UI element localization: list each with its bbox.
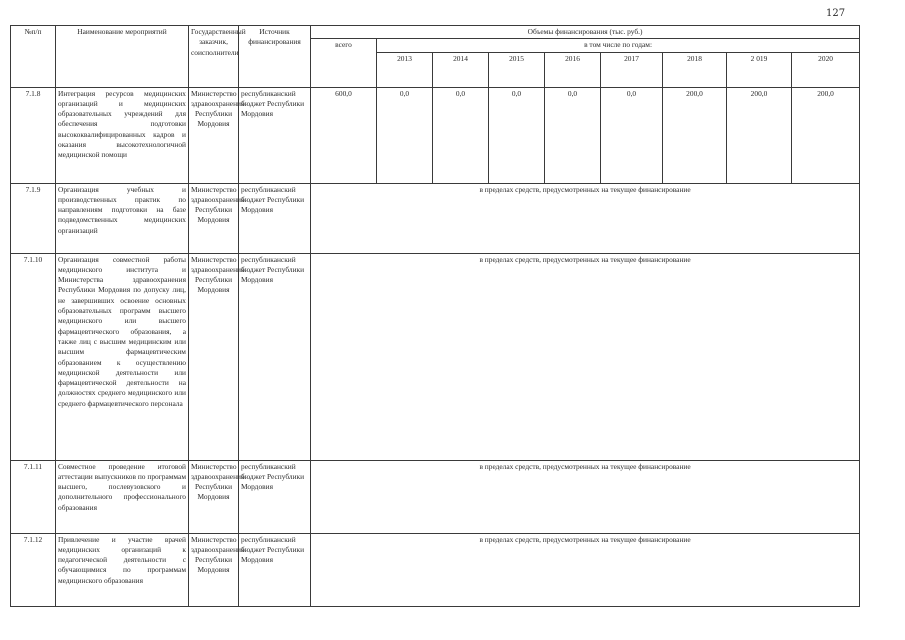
row-source: республиканский бюджет Республики Мордовия — [239, 460, 311, 533]
row-number: 7.1.10 — [11, 253, 56, 460]
header-year: 2013 — [377, 52, 433, 87]
row-name: Совместное проведение итоговой аттестации выпускников по программам высшего, послевузовского и дополнительного профессионального образования — [56, 460, 189, 533]
row-value: 200,0 — [792, 87, 860, 183]
financing-table — [10, 25, 860, 607]
row-note: в пределах средств, предусмотренных на текущее финансирование — [311, 253, 860, 460]
header-num: №п/п — [11, 26, 56, 88]
page-number: 127 — [826, 8, 846, 19]
table-row — [11, 253, 860, 460]
header-year: 2 019 — [727, 52, 792, 87]
header-year: 2016 — [545, 52, 601, 87]
header-year: 2018 — [663, 52, 727, 87]
header-source: Источник финансирования — [239, 26, 311, 88]
table-row — [11, 460, 860, 533]
row-number: 7.1.12 — [11, 533, 56, 606]
header-year: 2017 — [601, 52, 663, 87]
row-value: 200,0 — [663, 87, 727, 183]
row-note: в пределах средств, предусмотренных на текущее финансирование — [311, 183, 860, 253]
row-number: 7.1.11 — [11, 460, 56, 533]
header-year: 2015 — [489, 52, 545, 87]
header-name: Наименование мероприятий — [56, 26, 189, 88]
row-name: Организация учебных и производственных практик по направлениям подготовки на базе подведомственных медицинских организаций — [56, 183, 189, 253]
row-source: республиканский бюджет Республики Мордовия — [239, 253, 311, 460]
header-year: 2014 — [433, 52, 489, 87]
row-number: 7.1.8 — [11, 87, 56, 183]
row-number: 7.1.9 — [11, 183, 56, 253]
row-note: в пределах средств, предусмотренных на текущее финансирование — [311, 533, 860, 606]
row-customer: Министерство здравоохранения Республики Мордовия — [189, 87, 239, 183]
header-year: 2020 — [792, 52, 860, 87]
row-name: Привлечение и участие врачей медицинских организаций к педагогической деятельности с обучающимися по программам медицинского образования — [56, 533, 189, 606]
row-note: в пределах средств, предусмотренных на текущее финансирование — [311, 460, 860, 533]
row-source: республиканский бюджет Республики Мордовия — [239, 183, 311, 253]
row-name: Интеграция ресурсов медицинских организаций и медицинских образовательных учреждений для обеспечения подготовки высококвалифицированных кадров и оказания высокотехнологичной медицинской помощи — [56, 87, 189, 183]
row-value: 200,0 — [727, 87, 792, 183]
row-source: республиканский бюджет Республики Мордовия — [239, 533, 311, 606]
header-volume: Объемы финансирования (тыс. руб.) — [311, 26, 860, 39]
table-row — [11, 533, 860, 606]
table-row — [11, 87, 860, 183]
table-row — [11, 183, 860, 253]
header-total: всего — [311, 39, 377, 87]
header-customer: Государственный заказчик, соисполнители — [189, 26, 239, 88]
row-customer: Министерство здравоохранения Республики Мордовия — [189, 533, 239, 606]
row-value: 0,0 — [433, 87, 489, 183]
row-value: 0,0 — [545, 87, 601, 183]
row-total: 600,0 — [311, 87, 377, 183]
row-name: Организация совместной работы медицинского института и Министерства здравоохранения Республики Мордовия по допуску лиц, не завершивших освоение основных образовательных программ высшего медицинского или высшего фармацевтического образования, а также лиц с высшим медицинским или высшим фармацевтическим образованием к осуществлению медицинской деятельности или фармацевтической деятельности на должностях среднего медицинского или среднего фармацевтического персонала — [56, 253, 189, 460]
header-incl: в том числе по годам: — [377, 39, 860, 52]
row-customer: Министерство здравоохранения Республики Мордовия — [189, 183, 239, 253]
row-value: 0,0 — [377, 87, 433, 183]
row-value: 0,0 — [601, 87, 663, 183]
row-source: республиканский бюджет Республики Мордовия — [239, 87, 311, 183]
row-value: 0,0 — [489, 87, 545, 183]
row-customer: Министерство здравоохранения Республики Мордовия — [189, 460, 239, 533]
row-customer: Министерство здравоохранения Республики Мордовия — [189, 253, 239, 460]
